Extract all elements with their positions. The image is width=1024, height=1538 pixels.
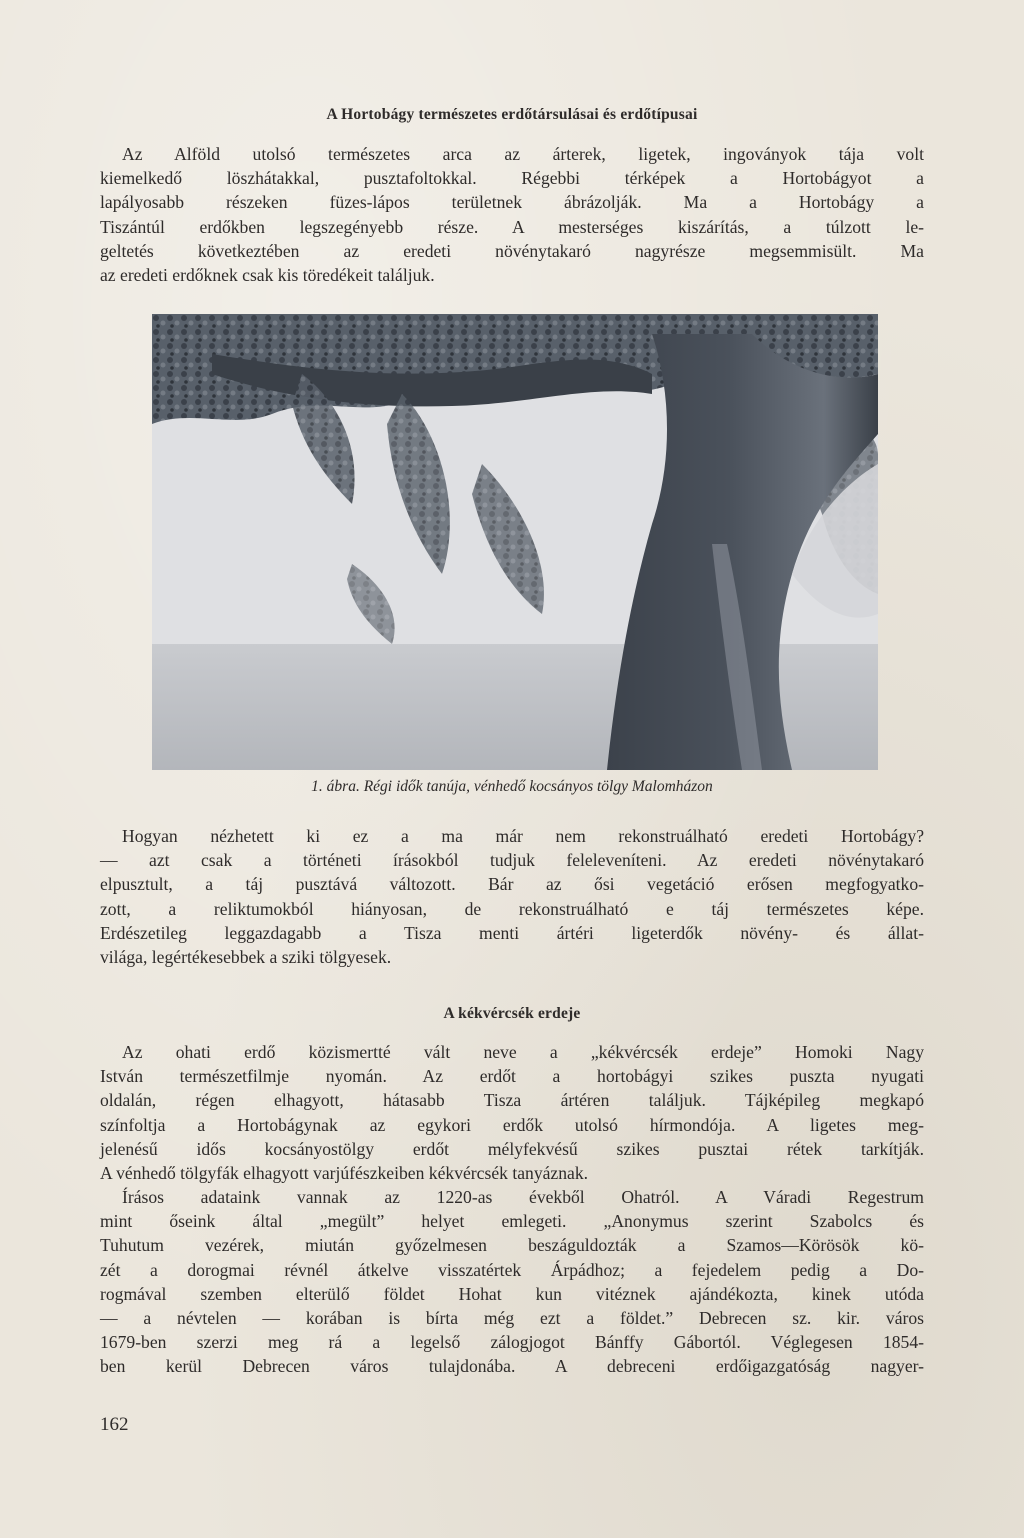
paragraph-ohati-forest	[100, 1040, 924, 1185]
text-line: — azt csak a történeti írásokból tudjuk feleleveníteni. Az eredeti növénytakaró	[100, 850, 924, 871]
text-line: az eredeti erdőknek csak kis töredékeit találjuk.	[100, 265, 435, 286]
figure-caption: 1. ábra. Régi idők tanúja, vénhedő kocsányos tölgy Malomházon	[311, 778, 713, 795]
paragraph-history	[100, 1185, 924, 1379]
text-line: geltetés következtében az eredeti növénytakaró nagyrésze megsemmisült. Ma	[100, 240, 924, 261]
text-line: színfoltja a Hortobágynak az egykori erdők utolsó hírmondója. A ligetes meg-	[100, 1114, 924, 1135]
text-line: István természetfilmje nyomán. Az erdőt a hortobágyi szikes puszta nyugati	[100, 1066, 924, 1087]
text-line: zott, a reliktumokból hiányosan, de rekonstruálható e táj természetes képe.	[100, 898, 924, 919]
oak-tree-photo	[152, 314, 878, 770]
text-line: Hogyan nézhetett ki ez a ma már nem rekonstruálható eredeti Hortobágy?	[122, 826, 924, 846]
text-line: ben kerül Debrecen város tulajdonába. A debreceni erdőigazgatóság nagyer-	[100, 1356, 924, 1377]
text-line: mint őseink által „megült” helyet emlegeti. „Anonymus szerint Szabolcs és	[100, 1211, 924, 1232]
section-heading-kekvercsek: A kékvércsék erdeje	[443, 1005, 581, 1022]
section-heading-natural-forests: A Hortobágy természetes erdőtársulásai és erdőtípusai	[326, 106, 698, 123]
text-line: 1679-ben szerzi meg rá a legelső zálogjogot Bánffy Gábortól. Véglegesen 1854-	[100, 1332, 924, 1353]
text-line: zét a dorogmai révnél átkelve visszatértek Árpádhoz; a fejedelem pedig a Do-	[100, 1259, 924, 1280]
text-line: rogmával szemben elterülő földet Hohat kun vitéznek ajándékozta, kinek utóda	[100, 1283, 924, 1304]
text-line: Tiszántúl erdőkben legszegényebb része. A mesterséges kiszárítás, a túlzott le-	[100, 216, 924, 237]
text-line: Erdészetileg leggazdagabb a Tisza menti ártéri ligeterdők növény- és állat-	[100, 922, 924, 943]
text-line: — a névtelen — korában is bírta még ezt a földet.” Debrecen sz. kir. város	[100, 1308, 924, 1329]
text-line: oldalán, régen elhagyott, hátasabb Tisza ártéren találjuk. Tájképileg megkapó	[100, 1090, 924, 1111]
text-line: világa, legértékesebbek a sziki tölgyesek.	[100, 947, 392, 968]
text-line: Írásos adataink vannak az 1220-as évekből Ohatról. A Váradi Regestrum	[122, 1187, 924, 1207]
paragraph-reconstruction	[100, 824, 924, 969]
paragraph-intro	[100, 142, 924, 287]
text-line: Az ohati erdő közismertté vált neve a „kékvércsék erdeje” Homoki Nagy	[122, 1042, 924, 1062]
page-number: 162	[100, 1414, 129, 1435]
text-line: A vénhedő tölgyfák elhagyott varjúfészkeiben kékvércsék tanyáznak.	[100, 1163, 589, 1184]
text-line: jelenésű idős kocsányostölgy erdőt mélyfekvésű szikes pusztai rétek tarkítják.	[100, 1138, 924, 1159]
text-line: Tuhutum vezérek, miután győzelmesen beszáguldozták a Szamos—Körösök kö-	[100, 1235, 924, 1256]
text-line: elpusztult, a táj pusztává változott. Bár az ősi vegetáció erősen megfogyatko-	[100, 874, 924, 895]
text-line: lapályosabb részeken füzes-lápos területnek ábrázolják. Ma a Hortobágy a	[100, 192, 924, 213]
text-line: kiemelkedő löszhátakkal, pusztafoltokkal. Régebbi térképek a Hortobágyot a	[100, 168, 924, 189]
text-line: Az Alföld utolsó természetes arca az árterek, ligetek, ingoványok tája volt	[122, 144, 924, 164]
